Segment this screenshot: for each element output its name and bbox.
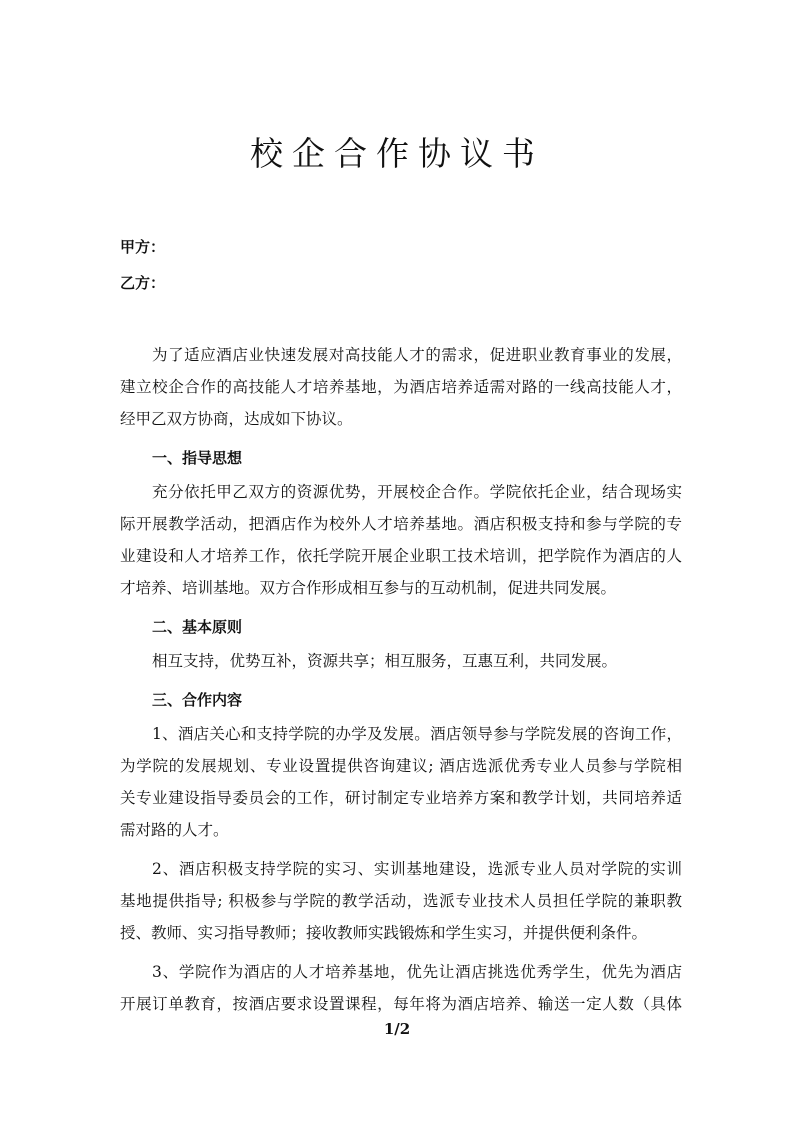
text-line: 基地提供指导; 积极参与学院的教学活动，选派专业技术人员担任学院的兼职教 bbox=[120, 892, 682, 910]
text-line: 际开展教学活动，把酒店作为校外人才培养基地。酒店积极支持和参与学院的专 bbox=[120, 515, 682, 533]
section-heading-cooperation-content: 三、合作内容 bbox=[152, 691, 243, 709]
text-line: 为了适应酒店业快速发展对高技能人才的需求，促进职业教育事业的发展， bbox=[152, 346, 682, 364]
text-line: 为学院的发展规划、专业设置提供咨询建议; 酒店选派优秀专业人员参与学院相 bbox=[120, 757, 682, 775]
cooperation-item bbox=[120, 718, 682, 846]
text-line: 3、学院作为酒店的人才培养基地，优先让酒店挑选优秀学生，优先为酒店 bbox=[152, 963, 682, 981]
text-line: 相互支持，优势互补，资源共享；相互服务，互惠互利，共同发展。 bbox=[152, 652, 618, 670]
text-line: 1、酒店关心和支持学院的办学及发展。酒店领导参与学院发展的咨询工作， bbox=[152, 725, 682, 743]
document-title: 校企合作协议书 bbox=[250, 134, 544, 173]
cooperation-item bbox=[120, 956, 682, 1020]
text-line: 建立校企合作的高技能人才培养基地，为酒店培养适需对路的一线高技能人才， bbox=[120, 378, 682, 396]
guiding-ideology-paragraph bbox=[120, 476, 682, 604]
text-line: 才培养、培训基地。双方合作形成相互参与的互动机制，促进共同发展。 bbox=[120, 579, 617, 597]
text-line: 开展订单教育，按酒店要求设置课程，每年将为酒店培养、输送一定人数（具体 bbox=[120, 995, 682, 1013]
text-line: 充分依托甲乙双方的资源优势，开展校企合作。学院依托企业，结合现场实 bbox=[152, 483, 682, 501]
text-line: 2、酒店积极支持学院的实习、实训基地建设，选派专业人员对学院的实训 bbox=[152, 860, 682, 878]
party-b-label: 乙方： bbox=[120, 274, 166, 292]
text-line: 业建设和人才培养工作，依托学院开展企业职工技术培训，把学院作为酒店的人 bbox=[120, 547, 682, 565]
text-line: 经甲乙双方协商，达成如下协议。 bbox=[120, 410, 353, 428]
party-a-label: 甲方： bbox=[120, 238, 166, 256]
cooperation-item bbox=[120, 853, 682, 949]
basic-principles-paragraph bbox=[120, 645, 682, 677]
text-line: 需对路的人才。 bbox=[120, 821, 229, 839]
section-heading-guiding-ideology: 一、指导思想 bbox=[152, 449, 243, 467]
text-line: 关专业建设指导委员会的工作，研讨制定专业培养方案和教学计划，共同培养适 bbox=[120, 789, 682, 807]
page-number: 1/2 bbox=[383, 1020, 411, 1038]
text-line: 授、教师、实习指导教师；接收教师实践锻炼和学生实习，并提供便利条件。 bbox=[120, 924, 648, 942]
document-body bbox=[120, 339, 682, 1027]
intro-paragraph bbox=[120, 339, 682, 435]
section-heading-basic-principles: 二、基本原则 bbox=[152, 618, 243, 636]
